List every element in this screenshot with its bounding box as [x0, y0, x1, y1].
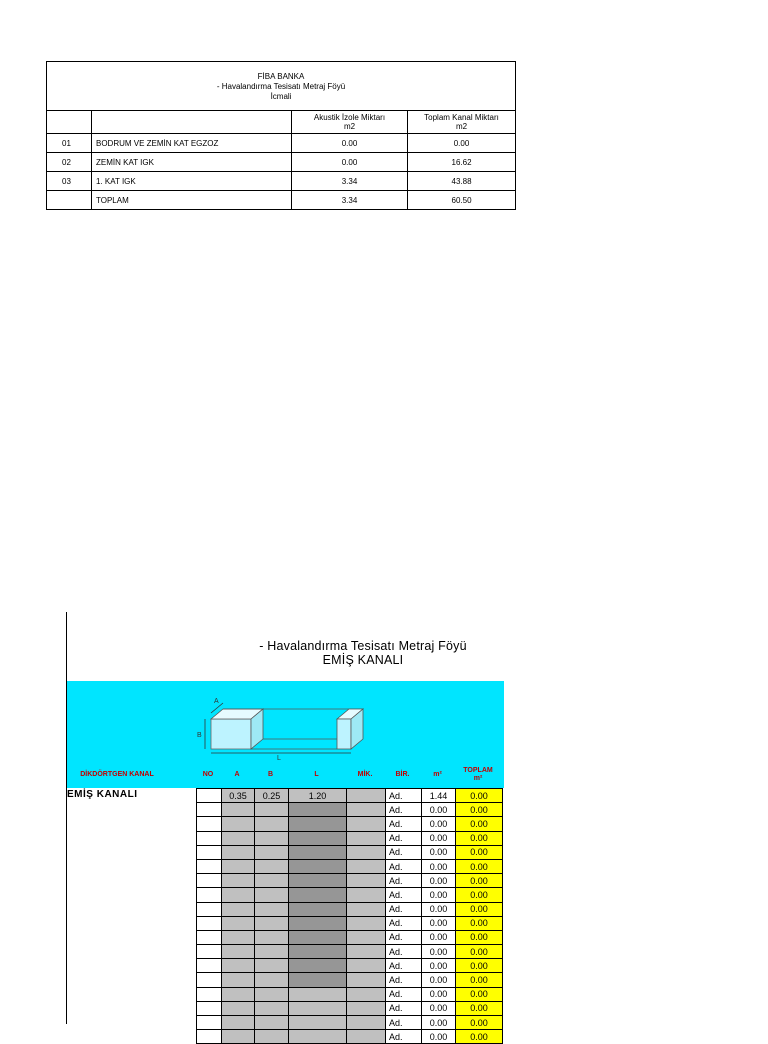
summary-header-row	[47, 111, 516, 134]
summary-total-akustik: 3.34	[292, 191, 408, 210]
no-cell[interactable]	[197, 945, 222, 959]
no-cell[interactable]	[197, 959, 222, 973]
summary-title-row	[47, 62, 516, 111]
l-cell[interactable]	[289, 916, 347, 930]
l-cell[interactable]	[289, 803, 347, 817]
mik-cell[interactable]	[347, 959, 386, 973]
mik-cell[interactable]	[347, 888, 386, 902]
emis-kanali-label: EMİŞ KANALI	[67, 789, 138, 800]
header-toplam-unit: m²	[473, 775, 483, 782]
grid-row	[197, 916, 503, 930]
summary-title-line-1: FİBA BANKA	[257, 72, 305, 81]
a-cell[interactable]	[222, 959, 255, 973]
bir-cell: Ad.	[386, 916, 422, 930]
grid-row	[197, 973, 503, 987]
grid-row	[197, 789, 503, 803]
a-cell[interactable]	[222, 916, 255, 930]
summary-row-name: ZEMİN KAT IGK	[92, 153, 292, 172]
l-cell[interactable]	[289, 831, 347, 845]
m2-cell: 0.00	[422, 1001, 456, 1015]
m2-cell: 0.00	[422, 902, 456, 916]
no-cell[interactable]	[197, 817, 222, 831]
summary-row	[47, 153, 516, 172]
bir-cell: Ad.	[386, 1001, 422, 1015]
a-cell[interactable]	[222, 902, 255, 916]
summary-title	[47, 62, 516, 111]
l-cell[interactable]	[289, 987, 347, 1001]
no-cell[interactable]	[197, 803, 222, 817]
mik-cell[interactable]	[347, 902, 386, 916]
sheet-title	[180, 639, 546, 667]
m2-cell: 0.00	[422, 845, 456, 859]
grid-row	[197, 959, 503, 973]
bir-cell: Ad.	[386, 859, 422, 873]
sheet-title-line-1: - Havalandırma Tesisatı Metraj Föyü	[259, 639, 467, 653]
no-cell[interactable]	[197, 831, 222, 845]
bir-cell: Ad.	[386, 817, 422, 831]
mik-cell[interactable]	[347, 987, 386, 1001]
a-cell[interactable]	[222, 1016, 255, 1030]
mik-cell[interactable]	[347, 845, 386, 859]
toplam-cell: 0.00	[456, 916, 503, 930]
bir-cell: Ad.	[386, 845, 422, 859]
l-cell[interactable]	[289, 859, 347, 873]
no-cell[interactable]	[197, 1001, 222, 1015]
header-m2: m²	[433, 771, 442, 778]
a-cell[interactable]	[222, 888, 255, 902]
m2-cell: 0.00	[422, 987, 456, 1001]
mik-cell[interactable]	[347, 817, 386, 831]
no-cell[interactable]	[197, 859, 222, 873]
header-toplam	[455, 767, 501, 783]
bir-cell: Ad.	[386, 803, 422, 817]
m2-cell: 0.00	[422, 973, 456, 987]
a-cell[interactable]	[222, 874, 255, 888]
m2-cell: 0.00	[422, 1030, 456, 1044]
toplam-cell: 0.00	[456, 859, 503, 873]
toplam-cell: 0.00	[456, 930, 503, 944]
mik-cell[interactable]	[347, 874, 386, 888]
m2-cell: 0.00	[422, 1016, 456, 1030]
akustik-header-label: Akustik İzole Miktarı	[313, 113, 386, 122]
b-cell[interactable]	[255, 916, 289, 930]
grid-row	[197, 1001, 503, 1015]
sheet-title-line-2: EMİŞ KANALI	[322, 653, 404, 667]
b-cell[interactable]	[255, 959, 289, 973]
rectangular-duct-icon	[197, 691, 387, 761]
b-cell[interactable]: 0.25	[255, 789, 289, 803]
l-cell[interactable]	[289, 930, 347, 944]
bir-cell: Ad.	[386, 831, 422, 845]
summary-row-kanal: 0.00	[408, 134, 516, 153]
bir-cell: Ad.	[386, 789, 422, 803]
summary-row-name: 1. KAT IGK	[92, 172, 292, 191]
summary-row-code: 01	[47, 134, 92, 153]
bir-cell: Ad.	[386, 874, 422, 888]
sheet-left-border	[66, 612, 67, 1024]
summary-header-akustik	[292, 111, 408, 134]
l-cell[interactable]	[289, 973, 347, 987]
summary-row	[47, 172, 516, 191]
a-cell[interactable]	[222, 945, 255, 959]
grid-row	[197, 945, 503, 959]
m2-cell: 0.00	[422, 874, 456, 888]
summary-header-empty-1	[47, 111, 92, 134]
summary-total-row	[47, 191, 516, 210]
toplam-cell: 0.00	[456, 1001, 503, 1015]
m2-cell: 0.00	[422, 888, 456, 902]
grid-row	[197, 859, 503, 873]
summary-row-kanal: 43.88	[408, 172, 516, 191]
toplam-cell: 0.00	[456, 987, 503, 1001]
b-cell[interactable]	[255, 1001, 289, 1015]
mik-cell[interactable]	[347, 859, 386, 873]
a-cell[interactable]: 0.35	[222, 789, 255, 803]
a-cell[interactable]	[222, 973, 255, 987]
grid-row	[197, 1030, 503, 1044]
header-l: L	[314, 771, 319, 778]
toplam-cell: 0.00	[456, 973, 503, 987]
summary-title-line-2: - Havalandırma Tesisatı Metraj Föyü	[216, 82, 346, 91]
no-cell[interactable]	[197, 1016, 222, 1030]
header-panel	[67, 681, 504, 788]
b-cell[interactable]	[255, 803, 289, 817]
duct-grid	[196, 788, 503, 1044]
a-cell[interactable]	[222, 1030, 255, 1044]
summary-table	[46, 61, 516, 210]
m2-cell: 0.00	[422, 959, 456, 973]
summary-row-code: 02	[47, 153, 92, 172]
b-cell[interactable]	[255, 831, 289, 845]
kanal-header-unit: m2	[455, 122, 468, 131]
grid-row	[197, 803, 503, 817]
no-cell[interactable]	[197, 1030, 222, 1044]
header-mik: MİK.	[357, 771, 373, 778]
no-cell[interactable]	[197, 973, 222, 987]
diagram-label-l: L	[277, 755, 281, 761]
l-cell[interactable]: 1.20	[289, 789, 347, 803]
m2-cell: 0.00	[422, 945, 456, 959]
mik-cell[interactable]	[347, 916, 386, 930]
bir-cell: Ad.	[386, 945, 422, 959]
no-cell[interactable]	[197, 902, 222, 916]
header-dikdortgen-kanal: DİKDÖRTGEN KANAL	[80, 771, 154, 778]
toplam-cell: 0.00	[456, 902, 503, 916]
l-cell[interactable]	[289, 1030, 347, 1044]
toplam-cell: 0.00	[456, 888, 503, 902]
summary-row-code	[47, 191, 92, 210]
summary-header-kanal	[408, 111, 516, 134]
toplam-cell: 0.00	[456, 831, 503, 845]
b-cell[interactable]	[255, 817, 289, 831]
header-a: A	[234, 771, 240, 778]
bir-cell: Ad.	[386, 959, 422, 973]
l-cell[interactable]	[289, 845, 347, 859]
m2-cell: 1.44	[422, 789, 456, 803]
b-cell[interactable]	[255, 973, 289, 987]
a-cell[interactable]	[222, 859, 255, 873]
toplam-cell: 0.00	[456, 1016, 503, 1030]
mik-cell[interactable]	[347, 930, 386, 944]
bir-cell: Ad.	[386, 930, 422, 944]
no-cell[interactable]	[197, 987, 222, 1001]
header-no: NO	[202, 771, 214, 778]
toplam-cell: 0.00	[456, 959, 503, 973]
toplam-cell: 0.00	[456, 789, 503, 803]
no-cell[interactable]	[197, 845, 222, 859]
b-cell[interactable]	[255, 945, 289, 959]
grid-row	[197, 845, 503, 859]
l-cell[interactable]	[289, 1016, 347, 1030]
kanal-header-label: Toplam Kanal Miktarı	[424, 113, 499, 122]
summary-header-empty-2	[92, 111, 292, 134]
summary-row-kanal: 16.62	[408, 153, 516, 172]
toplam-cell: 0.00	[456, 845, 503, 859]
b-cell[interactable]	[255, 845, 289, 859]
no-cell[interactable]	[197, 874, 222, 888]
toplam-cell: 0.00	[456, 817, 503, 831]
grid-row	[197, 987, 503, 1001]
summary-row-akustik: 3.34	[292, 172, 408, 191]
no-cell[interactable]	[197, 930, 222, 944]
a-cell[interactable]	[222, 803, 255, 817]
l-cell[interactable]	[289, 959, 347, 973]
no-cell[interactable]	[197, 789, 222, 803]
l-cell[interactable]	[289, 1001, 347, 1015]
summary-row-name: BODRUM VE ZEMİN KAT EGZOZ	[92, 134, 292, 153]
l-cell[interactable]	[289, 902, 347, 916]
grid-row	[197, 831, 503, 845]
bir-cell: Ad.	[386, 1030, 422, 1044]
toplam-cell: 0.00	[456, 874, 503, 888]
header-bir: BİR.	[395, 771, 410, 778]
l-cell[interactable]	[289, 945, 347, 959]
mik-cell[interactable]	[347, 973, 386, 987]
mik-cell[interactable]	[347, 831, 386, 845]
bir-cell: Ad.	[386, 888, 422, 902]
m2-cell: 0.00	[422, 916, 456, 930]
m2-cell: 0.00	[422, 859, 456, 873]
diagram-label-b: B	[197, 732, 202, 739]
m2-cell: 0.00	[422, 831, 456, 845]
no-cell[interactable]	[197, 888, 222, 902]
header-b: B	[267, 771, 274, 778]
diagram-label-a: A	[214, 698, 219, 705]
b-cell[interactable]	[255, 874, 289, 888]
a-cell[interactable]	[222, 1001, 255, 1015]
summary-row-akustik: 0.00	[292, 153, 408, 172]
akustik-header-unit: m2	[343, 122, 356, 131]
m2-cell: 0.00	[422, 817, 456, 831]
grid-row	[197, 1016, 503, 1030]
l-cell[interactable]	[289, 888, 347, 902]
b-cell[interactable]	[255, 930, 289, 944]
mik-cell[interactable]	[347, 945, 386, 959]
bir-cell: Ad.	[386, 973, 422, 987]
grid-row	[197, 817, 503, 831]
summary-title-line-3: İcmali	[270, 92, 292, 101]
summary-total-label: TOPLAM	[92, 191, 292, 210]
grid-row	[197, 902, 503, 916]
m2-cell: 0.00	[422, 803, 456, 817]
b-cell[interactable]	[255, 888, 289, 902]
b-cell[interactable]	[255, 1016, 289, 1030]
a-cell[interactable]	[222, 845, 255, 859]
mik-cell[interactable]	[347, 789, 386, 803]
a-cell[interactable]	[222, 817, 255, 831]
grid-row	[197, 930, 503, 944]
summary-total-kanal: 60.50	[408, 191, 516, 210]
toplam-cell: 0.00	[456, 1030, 503, 1044]
summary-row	[47, 134, 516, 153]
mik-cell[interactable]	[347, 1030, 386, 1044]
header-toplam-label: TOPLAM	[463, 767, 493, 774]
bir-cell: Ad.	[386, 987, 422, 1001]
grid-row	[197, 888, 503, 902]
m2-cell: 0.00	[422, 930, 456, 944]
bir-cell: Ad.	[386, 1016, 422, 1030]
summary-row-code: 03	[47, 172, 92, 191]
a-cell[interactable]	[222, 831, 255, 845]
summary-row-akustik: 0.00	[292, 134, 408, 153]
l-cell[interactable]	[289, 817, 347, 831]
b-cell[interactable]	[255, 902, 289, 916]
a-cell[interactable]	[222, 930, 255, 944]
grid-row	[197, 874, 503, 888]
mik-cell[interactable]	[347, 1016, 386, 1030]
b-cell[interactable]	[255, 987, 289, 1001]
b-cell[interactable]	[255, 1030, 289, 1044]
l-cell[interactable]	[289, 874, 347, 888]
bir-cell: Ad.	[386, 902, 422, 916]
a-cell[interactable]	[222, 987, 255, 1001]
mik-cell[interactable]	[347, 803, 386, 817]
toplam-cell: 0.00	[456, 803, 503, 817]
b-cell[interactable]	[255, 859, 289, 873]
toplam-cell: 0.00	[456, 945, 503, 959]
mik-cell[interactable]	[347, 1001, 386, 1015]
no-cell[interactable]	[197, 916, 222, 930]
